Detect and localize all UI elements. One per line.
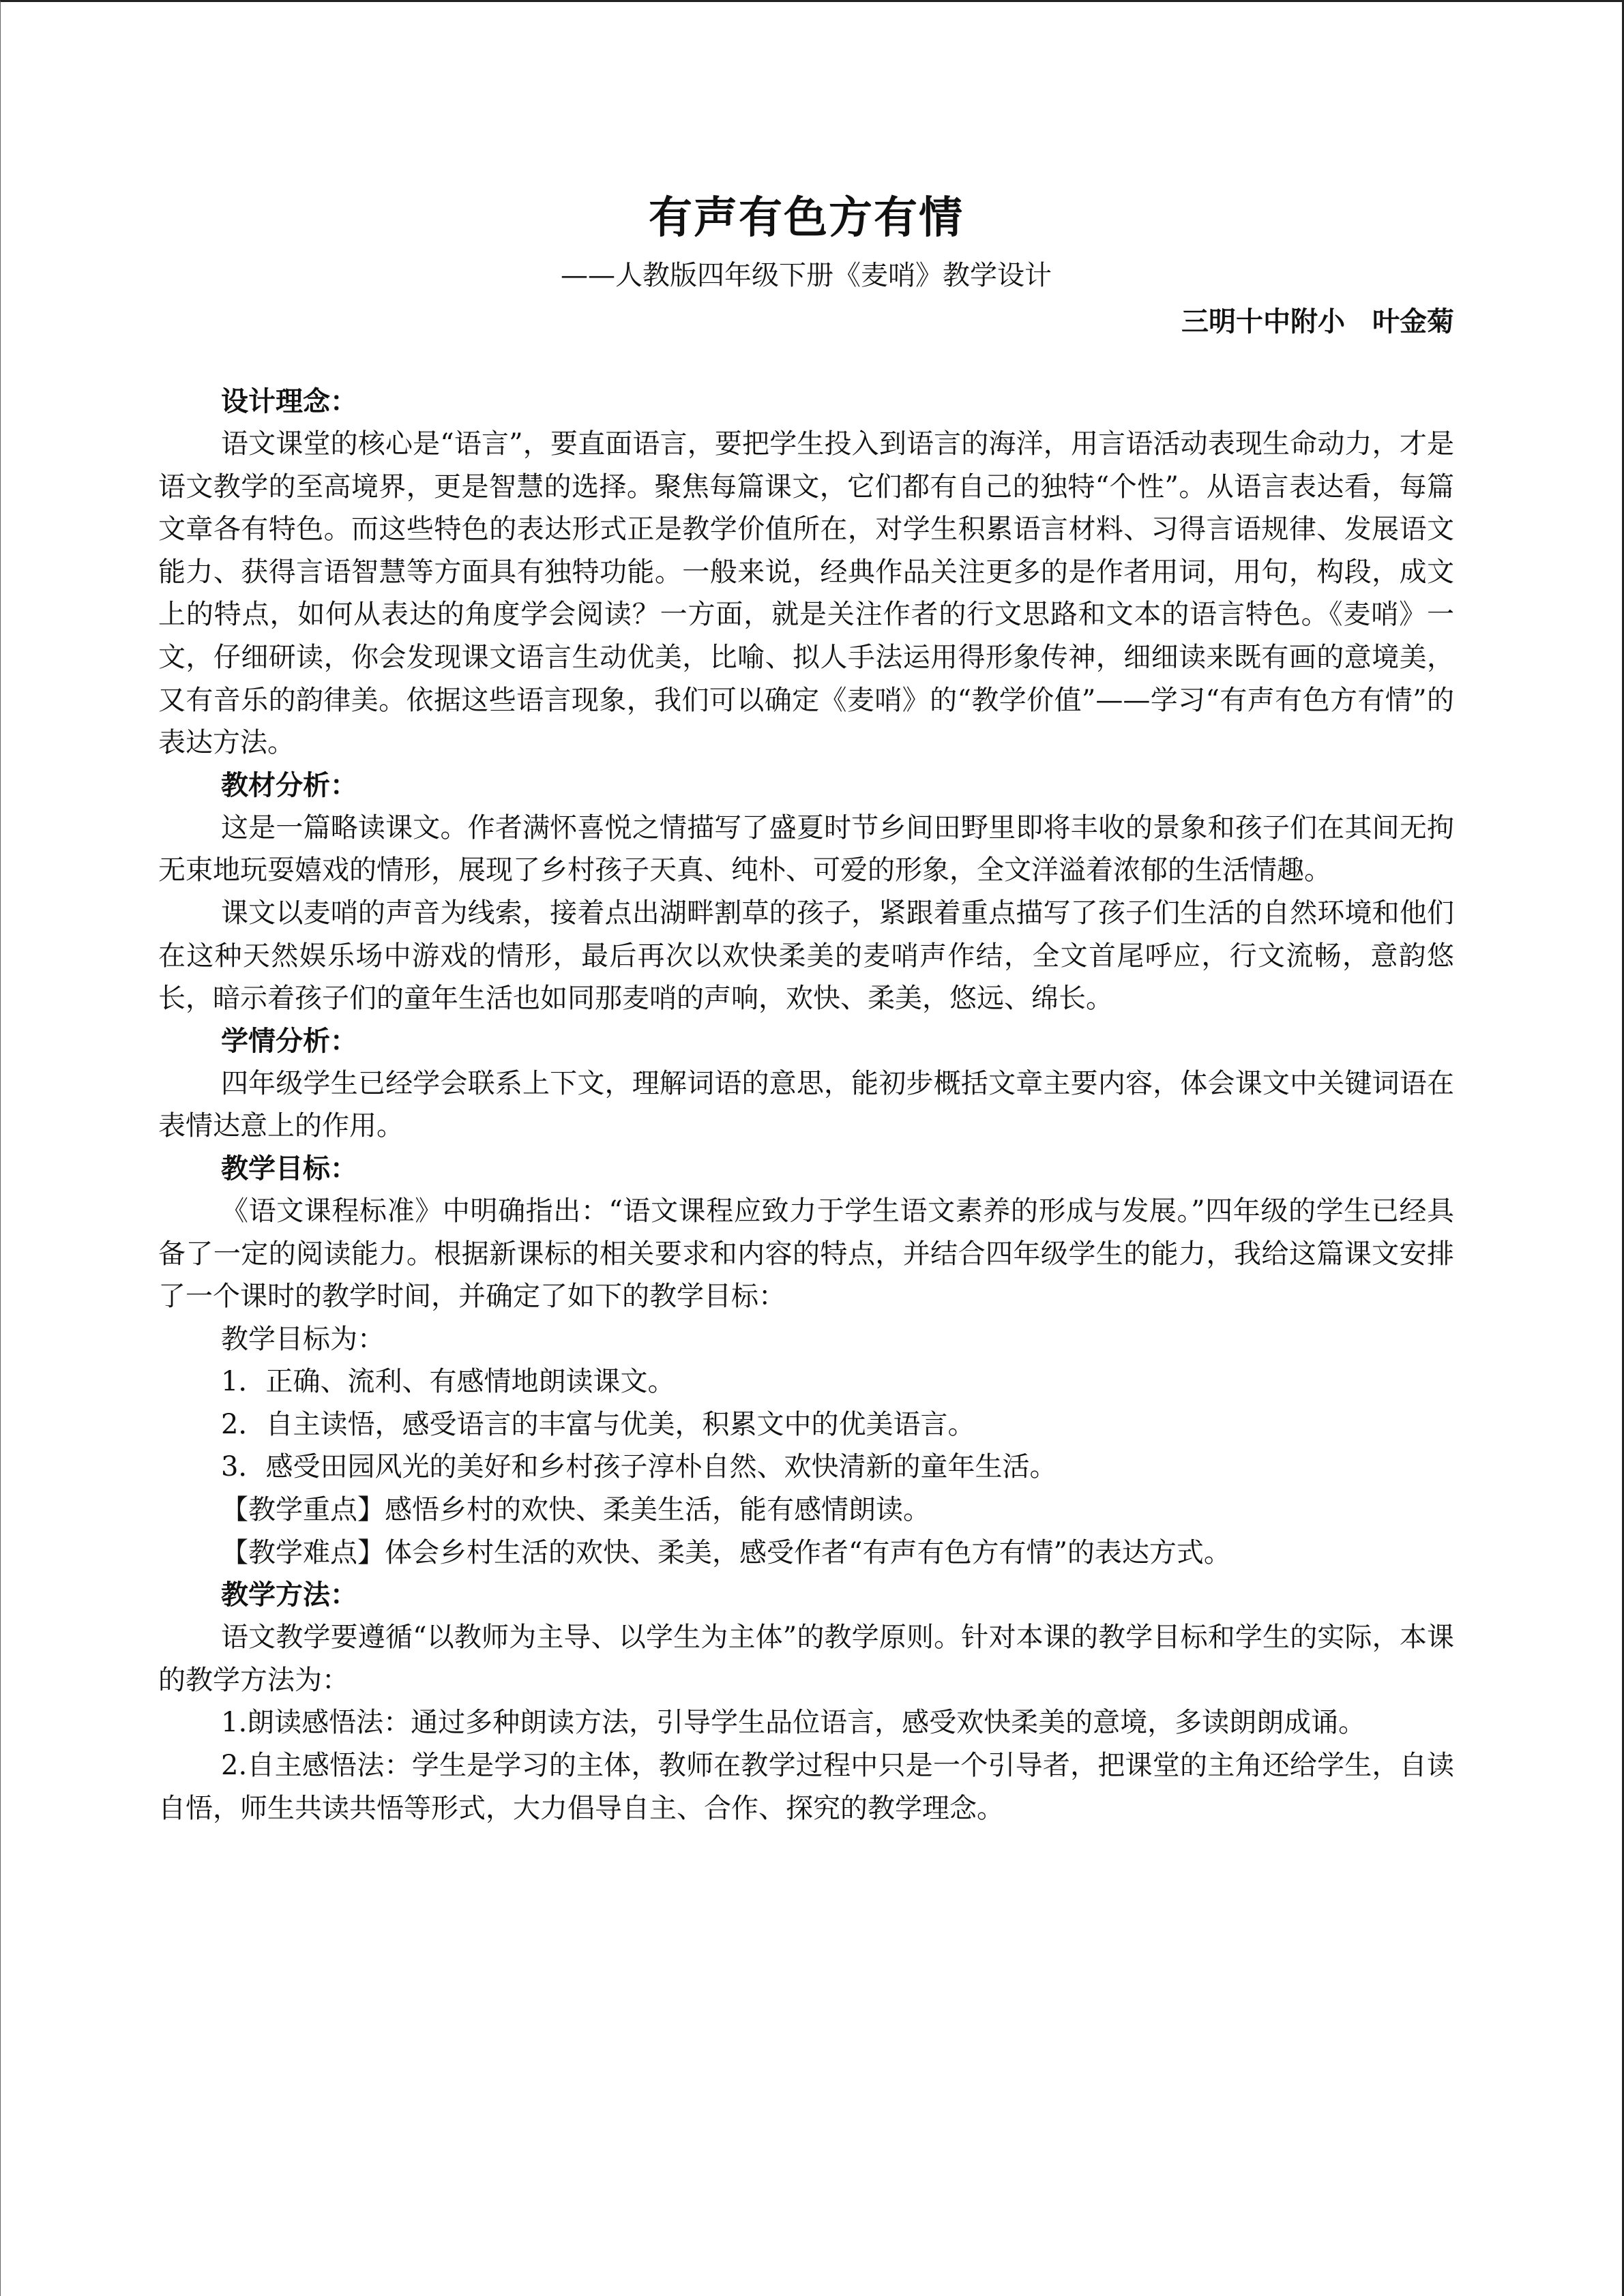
section-heading-material-analysis: 教材分析：: [221, 769, 357, 801]
paragraph: 课文以麦哨的声音为线索，接着点出湖畔割草的孩子，紧跟着重点描写了孩子们生活的自然环境和他们在这种天然娱乐场中游戏的情形，最后再次以欢快柔美的麦哨声作结，全文首尾呼应，行文流畅，意韵悠长，暗示着孩子们的童年生活也如同那麦哨的声响，欢快、柔美，悠远、绵长。: [158, 897, 1454, 1015]
goal-item: 2．自主读悟，感受语言的丰富与优美，积累文中的优美语言。: [221, 1408, 975, 1440]
paragraph: 四年级学生已经学会联系上下文，理解词语的意思，能初步概括文章主要内容，体会课文中关键词语在表情达意上的作用。: [158, 1067, 1454, 1142]
method-item: 2.自主感悟法：学生是学习的主体，教师在教学过程中只是一个引导者，把课堂的主角还给学生，自读自悟，师生共读共悟等形式，大力倡导自主、合作、探究的教学理念。: [158, 1750, 1454, 1824]
document-body: [158, 184, 1454, 1830]
section-heading-design-concept: 设计理念：: [221, 385, 357, 417]
document-subtitle: ——人教版四年级下册《麦哨》教学设计: [561, 260, 1052, 291]
method-item: 1.朗读感悟法：通过多种朗读方法，引导学生品位语言，感受欢快柔美的意境，多读朗朗成诵。: [221, 1707, 1366, 1739]
difficult-point: 【教学难点】体会乡村生活的欢快、柔美，感受作者“有声有色方有情”的表达方式。: [221, 1536, 1231, 1568]
goal-item: 1．正确、流利、有感情地朗读课文。: [221, 1366, 675, 1398]
section-heading-teaching-methods: 教学方法：: [221, 1579, 357, 1611]
paragraph: 语文教学要遵循“以教师为主导、以学生为主体”的教学原则。针对本课的教学目标和学生的实际，本课的教学方法为：: [158, 1622, 1454, 1696]
section-heading-teaching-goals: 教学目标：: [221, 1152, 357, 1184]
goal-item: 3．感受田园风光的美好和乡村孩子淳朴自然、欢快清新的童年生活。: [221, 1451, 1057, 1483]
section-heading-student-analysis: 学情分析：: [221, 1024, 357, 1057]
paragraph: 这是一篇略读课文。作者满怀喜悦之情描写了盛夏时节乡间田野里即将丰收的景象和孩子们在其间无拘无束地玩耍嬉戏的情形，展现了乡村孩子天真、纯朴、可爱的形象，全文洋溢着浓郁的生活情趣。: [158, 811, 1454, 886]
document-title: 有声有色方有情: [649, 193, 964, 243]
document-author: 三明十中附小 叶金菊: [1181, 305, 1454, 338]
paragraph: 《语文课程标准》中明确指出：“语文课程应致力于学生语文素养的形成与发展。”四年级的学生已经具备了一定的阅读能力。根据新课标的相关要求和内容的特点，并结合四年级学生的能力，我给这篇课文安排了一个课时的教学时间，并确定了如下的教学目标：: [158, 1195, 1454, 1313]
goals-list-intro: 教学目标为：: [221, 1323, 385, 1355]
paragraph: 语文课堂的核心是“语言”，要直面语言，要把学生投入到语言的海洋，用言语活动表现生命动力，才是语文教学的至高境界，更是智慧的选择。聚焦每篇课文，它们都有自己的独特“个性”。从语言表达看，每篇文章各有特色。而这些特色的表达形式正是教学价值所在，对学生积累语言材料、习得言语规律、发展语文能力、获得言语智慧等方面具有独特功能。一般来说，经典作品关注更多的是作者用词，用句，构段，成文上的特点，如何从表达的角度学会阅读？一方面，就是关注作者的行文思路和文本的语言特色。《麦哨》一文，仔细研读，你会发现课文语言生动优美，比喻、拟人手法运用得形象传神，细细读来既有画的意境美，又有音乐的韵律美。依据这些语言现象，我们可以确定《麦哨》的“教学价值”——学习“有声有色方有情”的表达方法。: [158, 428, 1454, 759]
key-point: 【教学重点】感悟乡村的欢快、柔美生活，能有感情朗读。: [221, 1494, 930, 1526]
